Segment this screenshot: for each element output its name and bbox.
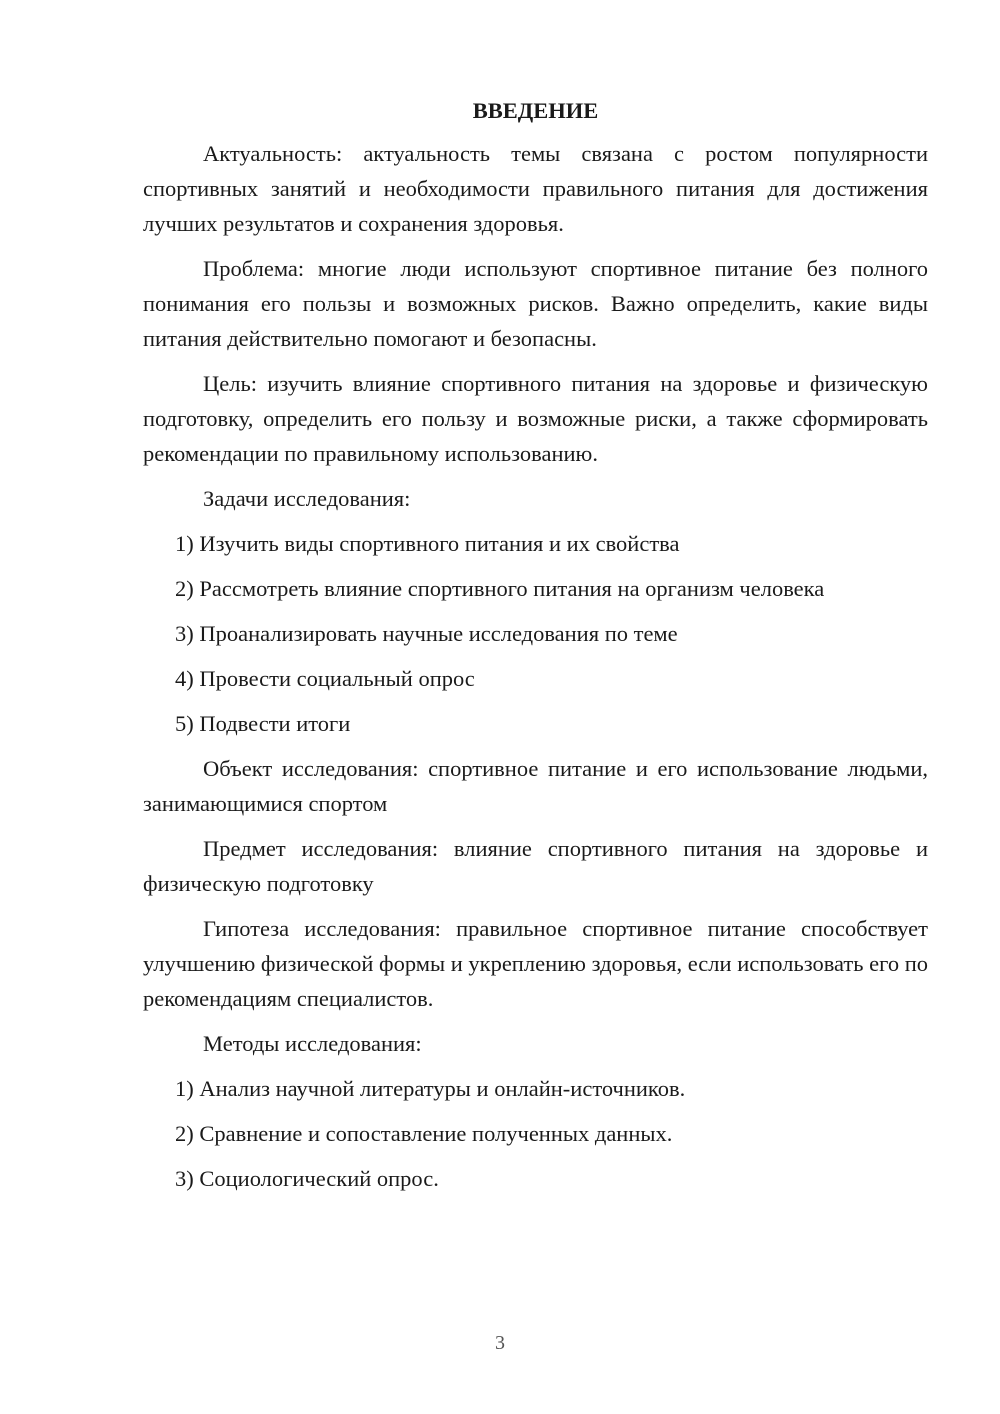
method-item: 1) Анализ научной литературы и онлайн-источников. (175, 1076, 686, 1101)
object-paragraph: Объект исследования: спортивное питание и его использование людьми, занимающимися спортом (143, 756, 928, 816)
task-item: 3) Проанализировать научные исследования по теме (175, 621, 678, 646)
task-item: 1) Изучить виды спортивного питания и их свойства (175, 531, 680, 556)
task-item: 5) Подвести итоги (175, 711, 351, 736)
goal-paragraph: Цель: изучить влияние спортивного питания на здоровье и физическую подготовку, определить его пользу и возможные риски, а также сформировать рекомендации по правильному использованию. (143, 371, 928, 466)
task-item: 2) Рассмотреть влияние спортивного питания на организм человека (175, 576, 825, 601)
methods-heading: Методы исследования: (203, 1031, 422, 1056)
tasks-heading: Задачи исследования: (203, 486, 411, 511)
method-item: 2) Сравнение и сопоставление полученных данных. (175, 1121, 673, 1146)
page-content (143, 96, 928, 1206)
hypothesis-paragraph: Гипотеза исследования: правильное спортивное питание способствует улучшению физической формы и укреплению здоровья, если использовать его по рекомендациям специалистов. (143, 916, 928, 1011)
section-title: ВВЕДЕНИЕ (472, 98, 599, 123)
task-item: 4) Провести социальный опрос (175, 666, 475, 691)
problem-paragraph: Проблема: многие люди используют спортивное питание без полного понимания его пользы и возможных рисков. Важно определить, какие виды питания действительно помогают и безопасны. (143, 256, 928, 351)
subject-paragraph: Предмет исследования: влияние спортивного питания на здоровье и физическую подготовку (143, 836, 928, 896)
page-number: 3 (495, 1332, 505, 1354)
method-item: 3) Социологический опрос. (175, 1166, 439, 1191)
relevance-paragraph: Актуальность: актуальность темы связана с ростом популярности спортивных занятий и необходимости правильного питания для достижения лучших результатов и сохранения здоровья. (143, 141, 928, 236)
